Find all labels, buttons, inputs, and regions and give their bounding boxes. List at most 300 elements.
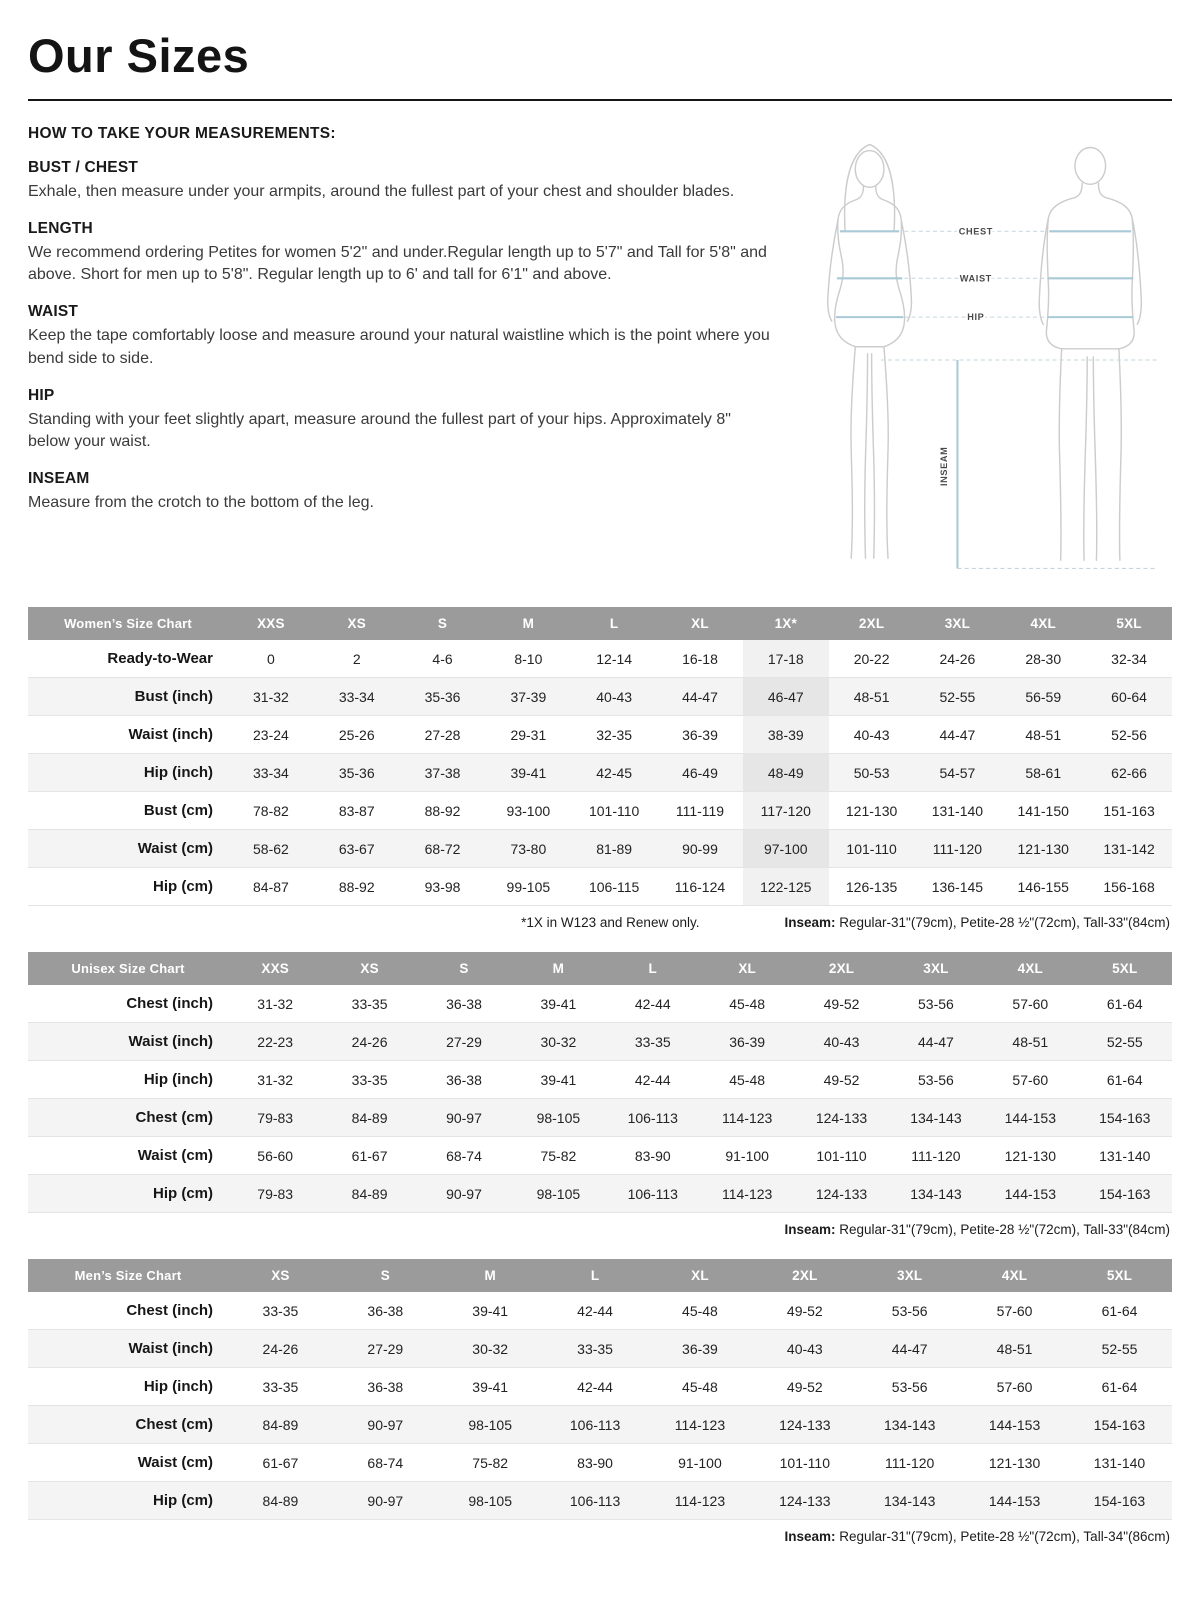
size-cell: 49-52 <box>786 1378 823 1395</box>
size-cell: 111-119 <box>675 802 725 819</box>
column-header: S <box>417 952 511 985</box>
size-cell: 27-29 <box>446 1033 482 1050</box>
size-cell: 36-39 <box>682 726 718 743</box>
size-cell: 24-26 <box>262 1340 299 1357</box>
size-cell: 44-47 <box>918 1033 954 1050</box>
size-cell: 134-143 <box>910 1109 962 1126</box>
table-title: Women’s Size Chart <box>28 607 228 640</box>
size-cell: 24-26 <box>351 1033 388 1050</box>
size-cell: 116-124 <box>674 878 726 895</box>
size-cell: 46-49 <box>682 764 718 781</box>
column-header: 2XL <box>752 1259 857 1292</box>
table-footnote <box>28 906 1172 932</box>
size-cell: 101-110 <box>779 1454 830 1471</box>
size-cell: 144-153 <box>988 1492 1041 1509</box>
size-cell: 31-32 <box>257 1071 294 1088</box>
column-header: S <box>333 1259 438 1292</box>
table-footnote <box>28 1213 1172 1239</box>
size-cell: 2 <box>352 650 361 667</box>
size-cell: 32-35 <box>596 726 633 743</box>
waist-label: WAIST <box>959 273 992 284</box>
size-cell: 154-163 <box>1093 1492 1146 1509</box>
size-cell: 75-82 <box>472 1454 509 1471</box>
column-header: S <box>400 607 486 640</box>
size-cell: 144-153 <box>1004 1185 1057 1202</box>
size-cell: 106-113 <box>627 1185 678 1202</box>
table-row <box>28 1330 1172 1368</box>
size-cell: 136-145 <box>931 878 984 895</box>
row-label: Waist (inch) <box>128 1340 213 1357</box>
size-cell: 106-113 <box>627 1109 678 1126</box>
size-cell: 39-41 <box>540 1071 577 1088</box>
measurement-diagram <box>794 125 1172 589</box>
size-cell: 61-67 <box>351 1147 388 1164</box>
column-header: 4XL <box>983 952 1077 985</box>
size-cell: 12-14 <box>596 650 633 667</box>
size-cell: 121-130 <box>1004 1147 1057 1164</box>
size-cell: 53-56 <box>918 1071 954 1088</box>
size-cell: 20-22 <box>853 650 890 667</box>
table-row <box>28 640 1172 678</box>
size-cell: 57-60 <box>996 1378 1033 1395</box>
size-cell: 44-47 <box>682 688 718 705</box>
row-label: Waist (cm) <box>137 1147 213 1164</box>
inseam-note-label: Inseam: <box>784 1529 836 1544</box>
size-cell: 63-67 <box>338 840 375 857</box>
size-cell: 84-89 <box>262 1492 299 1509</box>
size-cell: 49-52 <box>823 1071 860 1088</box>
row-label: Hip (inch) <box>143 764 213 781</box>
size-cell: 58-62 <box>253 840 289 857</box>
size-cell: 151-163 <box>1103 802 1155 819</box>
size-cell: 36-38 <box>446 995 482 1012</box>
size-cell: 45-48 <box>729 995 766 1012</box>
footnote-note: *1X in W123 and Renew only. <box>521 915 700 930</box>
column-header: M <box>485 607 571 640</box>
size-cell: 48-49 <box>743 754 829 792</box>
size-cell: 68-74 <box>446 1147 482 1164</box>
size-cell: 134-143 <box>883 1416 936 1433</box>
section-title: HIP <box>28 386 55 404</box>
size-cell: 49-52 <box>823 995 860 1012</box>
size-cell: 114-123 <box>721 1185 773 1202</box>
row-label: Ready-to-Wear <box>107 650 213 667</box>
size-cell: 50-53 <box>853 764 890 781</box>
table-footnote <box>28 1520 1172 1546</box>
column-header: 4XL <box>962 1259 1067 1292</box>
size-cell: 146-155 <box>1017 878 1069 895</box>
size-cell: 83-90 <box>634 1147 671 1164</box>
size-cell: 48-51 <box>996 1340 1033 1357</box>
size-cell: 106-113 <box>569 1492 621 1509</box>
size-cell: 57-60 <box>1012 1071 1049 1088</box>
size-cell: 56-59 <box>1025 688 1062 705</box>
size-cell: 79-83 <box>257 1185 294 1202</box>
size-cell: 27-28 <box>424 726 461 743</box>
size-cell: 45-48 <box>682 1378 718 1395</box>
size-cell: 131-142 <box>1103 840 1155 857</box>
size-cell: 97-100 <box>743 830 829 868</box>
row-label: Bust (cm) <box>143 802 213 819</box>
section-body: Standing with your feet slightly apart, measure around the fullest part of your hips. Approximately 8" below your waist. <box>28 410 731 451</box>
dashed-guide-lines <box>881 231 1157 568</box>
size-cell: 99-105 <box>506 878 551 895</box>
size-cell: 0 <box>267 650 275 667</box>
column-header: 1X* <box>743 607 829 640</box>
size-cell: 61-64 <box>1106 995 1143 1012</box>
table-row <box>28 754 1172 792</box>
section-title: BUST / CHEST <box>28 159 139 176</box>
size-cell: 35-36 <box>424 688 461 705</box>
row-label: Waist (inch) <box>128 1033 213 1050</box>
row-label: Hip (cm) <box>153 1185 213 1202</box>
size-cell: 33-35 <box>634 1033 671 1050</box>
table-row <box>28 1137 1172 1175</box>
size-cell: 30-32 <box>540 1033 577 1050</box>
chest-label: CHEST <box>958 226 993 237</box>
table-header-row <box>28 607 1172 640</box>
size-cell: 39-41 <box>510 764 547 781</box>
column-header: XL <box>648 1259 753 1292</box>
size-cell: 68-72 <box>424 840 461 857</box>
size-cell: 36-38 <box>367 1378 404 1395</box>
column-header: M <box>511 952 605 985</box>
column-header: 5XL <box>1078 952 1172 985</box>
size-cell: 90-99 <box>682 840 718 857</box>
size-cell: 134-143 <box>883 1492 936 1509</box>
size-cell: 57-60 <box>996 1302 1033 1319</box>
size-cell: 91-100 <box>725 1147 769 1164</box>
table-title: Unisex Size Chart <box>28 952 228 985</box>
column-header: 2XL <box>794 952 888 985</box>
size-cell: 131-140 <box>931 802 984 819</box>
size-cell: 144-153 <box>988 1416 1041 1433</box>
size-cell: 98-105 <box>468 1416 512 1433</box>
section-body: Exhale, then measure under your armpits, around the fullest part of your chest and shoulder blades. <box>28 183 735 200</box>
size-cell: 49-52 <box>786 1302 823 1319</box>
size-cell: 111-120 <box>911 1147 961 1164</box>
size-cell: 124-133 <box>779 1416 831 1433</box>
row-label: Chest (inch) <box>126 1302 213 1319</box>
size-cell: 58-61 <box>1025 764 1062 781</box>
size-cell: 23-24 <box>253 726 289 743</box>
size-cell: 17-18 <box>743 640 829 678</box>
size-cell: 60-64 <box>1111 688 1147 705</box>
size-cell: 84-89 <box>351 1185 388 1202</box>
size-cell: 45-48 <box>729 1071 766 1088</box>
size-cell: 52-55 <box>939 688 976 705</box>
table-row <box>28 1368 1172 1406</box>
size-cell: 121-130 <box>988 1454 1041 1471</box>
size-cell: 40-43 <box>823 1033 860 1050</box>
size-cell: 131-140 <box>1093 1454 1146 1471</box>
size-cell: 111-120 <box>885 1454 935 1471</box>
size-cell: 84-89 <box>351 1109 388 1126</box>
size-cell: 84-89 <box>262 1416 299 1433</box>
table-row <box>28 1406 1172 1444</box>
size-cell: 90-97 <box>446 1109 482 1126</box>
size-cell: 40-43 <box>786 1340 823 1357</box>
size-cell: 37-39 <box>510 688 547 705</box>
size-table <box>28 607 1172 906</box>
size-cell: 111-120 <box>932 840 983 857</box>
size-cell: 106-113 <box>569 1416 621 1433</box>
row-label: Bust (inch) <box>134 688 213 705</box>
title-divider <box>28 99 1172 101</box>
instructions-heading: HOW TO TAKE YOUR MEASUREMENTS: <box>28 125 336 142</box>
size-cell: 27-29 <box>367 1340 404 1357</box>
unisex-size-chart <box>28 952 1172 1239</box>
size-cell: 42-44 <box>634 1071 671 1088</box>
row-label: Waist (inch) <box>128 726 213 743</box>
size-cell: 68-74 <box>367 1454 404 1471</box>
size-cell: 16-18 <box>682 650 718 667</box>
size-cell: 93-98 <box>424 878 461 895</box>
size-cell: 61-64 <box>1106 1071 1143 1088</box>
size-cell: 61-64 <box>1101 1378 1138 1395</box>
inseam-note: Inseam: Regular-31"(79cm), Petite-28 ½"(72cm), Tall-34"(86cm) <box>784 1529 1170 1544</box>
size-cell: 81-89 <box>596 840 633 857</box>
size-cell: 40-43 <box>596 688 633 705</box>
row-label: Chest (inch) <box>126 995 213 1012</box>
column-header: XL <box>700 952 794 985</box>
column-header: XS <box>322 952 416 985</box>
row-label: Chest (cm) <box>135 1109 213 1126</box>
size-cell: 33-35 <box>262 1378 299 1395</box>
size-cell: 33-35 <box>577 1340 613 1357</box>
column-header: M <box>438 1259 543 1292</box>
size-cell: 154-163 <box>1093 1416 1146 1433</box>
section-title: WAIST <box>28 303 79 321</box>
size-cell: 144-153 <box>1004 1109 1057 1126</box>
column-header: 5XL <box>1086 607 1172 640</box>
size-cell: 33-35 <box>351 1071 388 1088</box>
top-section <box>28 125 1172 589</box>
table-row <box>28 678 1172 716</box>
inseam-note-label: Inseam: <box>784 915 836 930</box>
size-cell: 28-30 <box>1025 650 1062 667</box>
size-cell: 117-120 <box>743 792 829 830</box>
size-cell: 37-38 <box>424 764 461 781</box>
male-figure <box>1039 148 1141 561</box>
size-cell: 32-34 <box>1111 650 1147 667</box>
size-cell: 154-163 <box>1099 1109 1151 1126</box>
size-table <box>28 1259 1172 1520</box>
size-cell: 42-44 <box>634 995 671 1012</box>
size-cell: 22-23 <box>257 1033 294 1050</box>
mens-size-chart <box>28 1259 1172 1546</box>
size-cell: 39-41 <box>540 995 577 1012</box>
size-cell: 36-38 <box>367 1302 404 1319</box>
inseam-note: Inseam: Regular-31"(79cm), Petite-28 ½"(72cm), Tall-33"(84cm) <box>784 915 1170 930</box>
size-cell: 42-45 <box>596 764 633 781</box>
column-header: 3XL <box>889 952 983 985</box>
row-label: Hip (cm) <box>153 1492 213 1509</box>
size-cell: 114-123 <box>721 1109 773 1126</box>
size-cell: 61-67 <box>262 1454 299 1471</box>
size-cell: 52-55 <box>1101 1340 1138 1357</box>
size-cell: 114-123 <box>674 1416 726 1433</box>
size-cell: 33-35 <box>351 995 388 1012</box>
size-cell: 90-97 <box>446 1185 482 1202</box>
womens-size-chart <box>28 607 1172 932</box>
size-cell: 154-163 <box>1099 1185 1151 1202</box>
size-cell: 48-51 <box>853 688 890 705</box>
size-cell: 57-60 <box>1012 995 1049 1012</box>
size-cell: 84-87 <box>253 878 289 895</box>
column-header: XS <box>314 607 400 640</box>
size-cell: 83-87 <box>338 802 375 819</box>
size-cell: 38-39 <box>743 716 829 754</box>
size-charts <box>28 607 1172 1546</box>
size-cell: 73-80 <box>510 840 547 857</box>
column-header: 4XL <box>1000 607 1086 640</box>
size-cell: 114-123 <box>674 1492 726 1509</box>
table-header-row <box>28 952 1172 985</box>
size-cell: 44-47 <box>891 1340 928 1357</box>
page-title: Our Sizes <box>28 29 250 82</box>
size-cell: 78-82 <box>253 802 289 819</box>
size-cell: 90-97 <box>367 1416 404 1433</box>
row-label: Hip (inch) <box>143 1071 213 1088</box>
size-cell: 31-32 <box>257 995 294 1012</box>
size-cell: 48-51 <box>1012 1033 1049 1050</box>
size-cell: 52-55 <box>1106 1033 1143 1050</box>
size-cell: 124-133 <box>815 1185 868 1202</box>
size-cell: 101-110 <box>846 840 897 857</box>
hip-label: HIP <box>967 312 985 323</box>
size-cell: 134-143 <box>910 1185 962 1202</box>
size-cell: 33-34 <box>338 688 375 705</box>
size-cell: 75-82 <box>540 1147 577 1164</box>
size-cell: 91-100 <box>678 1454 722 1471</box>
size-cell: 36-39 <box>729 1033 766 1050</box>
size-cell: 141-150 <box>1017 802 1069 819</box>
table-row <box>28 1099 1172 1137</box>
size-cell: 62-66 <box>1111 764 1147 781</box>
size-cell: 52-56 <box>1111 726 1147 743</box>
section-title: LENGTH <box>28 219 93 237</box>
inseam-note: Inseam: Regular-31"(79cm), Petite-28 ½"(72cm), Tall-33"(84cm) <box>784 1222 1170 1237</box>
column-header: 5XL <box>1067 1259 1172 1292</box>
size-cell: 124-133 <box>815 1109 868 1126</box>
size-cell: 126-135 <box>845 878 898 895</box>
table-header-row <box>28 1259 1172 1292</box>
row-label: Hip (inch) <box>143 1378 213 1395</box>
size-cell: 29-31 <box>510 726 547 743</box>
section-body: Measure from the crotch to the bottom of the leg. <box>28 494 374 512</box>
size-cell: 53-56 <box>891 1302 928 1319</box>
size-cell: 131-140 <box>1099 1147 1151 1164</box>
size-cell: 35-36 <box>338 764 375 781</box>
section-title: INSEAM <box>28 470 90 488</box>
size-cell: 40-43 <box>853 726 890 743</box>
table-row <box>28 1482 1172 1520</box>
table-row <box>28 1175 1172 1213</box>
column-header: XL <box>657 607 743 640</box>
size-cell: 101-110 <box>588 802 640 819</box>
column-header: 3XL <box>915 607 1001 640</box>
section-body: Keep the tape comfortably loose and measure around your natural waistline which is the point where you bend side to side. <box>28 327 770 367</box>
table-row <box>28 1292 1172 1330</box>
size-cell: 44-47 <box>939 726 976 743</box>
row-label: Chest (cm) <box>135 1416 213 1433</box>
size-cell: 98-105 <box>536 1109 581 1126</box>
size-cell: 33-35 <box>262 1302 299 1319</box>
size-cell: 33-34 <box>253 764 289 781</box>
measurement-instructions <box>28 125 772 589</box>
table-row <box>28 985 1172 1023</box>
table-row <box>28 1444 1172 1482</box>
size-cell: 98-105 <box>468 1492 512 1509</box>
instruction-sections <box>28 159 772 515</box>
size-cell: 36-39 <box>682 1340 718 1357</box>
size-cell: 79-83 <box>257 1109 294 1126</box>
size-cell: 56-60 <box>257 1147 294 1164</box>
size-cell: 53-56 <box>918 995 954 1012</box>
size-cell: 46-47 <box>743 678 829 716</box>
table-row <box>28 830 1172 868</box>
row-label: Hip (cm) <box>153 878 213 895</box>
size-cell: 121-130 <box>1017 840 1069 857</box>
table-row <box>28 1023 1172 1061</box>
size-cell: 25-26 <box>338 726 375 743</box>
column-header: L <box>571 607 657 640</box>
size-cell: 83-90 <box>577 1454 613 1471</box>
table-title: Men’s Size Chart <box>28 1259 228 1292</box>
row-label: Waist (cm) <box>137 1454 213 1471</box>
size-cell: 36-38 <box>446 1071 482 1088</box>
size-cell: 39-41 <box>472 1302 509 1319</box>
inseam-note-label: Inseam: <box>784 1222 836 1237</box>
column-header: 3XL <box>857 1259 962 1292</box>
column-header: 2XL <box>829 607 915 640</box>
size-cell: 121-130 <box>845 802 898 819</box>
size-cell: 88-92 <box>338 878 375 895</box>
size-cell: 53-56 <box>891 1378 928 1395</box>
table-row <box>28 868 1172 906</box>
size-cell: 61-64 <box>1101 1302 1138 1319</box>
size-cell: 30-32 <box>472 1340 509 1357</box>
table-row <box>28 792 1172 830</box>
section-body: We recommend ordering Petites for women 5'2" and under.Regular length up to 5'7" and Tall for 5'8" and above. Short for men up to 5'8". Regular length up to 6' and tall for 6'1" and above. <box>28 243 767 284</box>
table-row <box>28 716 1172 754</box>
row-label: Waist (cm) <box>137 840 213 857</box>
size-cell: 122-125 <box>743 868 829 906</box>
size-cell: 90-97 <box>367 1492 404 1509</box>
size-cell: 54-57 <box>939 764 976 781</box>
size-cell: 48-51 <box>1025 726 1062 743</box>
column-header: XS <box>228 1259 333 1292</box>
size-cell: 31-32 <box>253 688 289 705</box>
inseam-label: INSEAM <box>939 446 950 486</box>
size-cell: 88-92 <box>424 802 461 819</box>
size-cell: 42-44 <box>577 1378 613 1395</box>
column-header: XXS <box>228 607 314 640</box>
size-cell: 101-110 <box>816 1147 867 1164</box>
size-cell: 45-48 <box>682 1302 718 1319</box>
column-header: XXS <box>228 952 322 985</box>
size-cell: 39-41 <box>472 1378 509 1395</box>
size-cell: 8-10 <box>514 650 543 667</box>
table-row <box>28 1061 1172 1099</box>
size-cell: 98-105 <box>536 1185 581 1202</box>
size-cell: 124-133 <box>779 1492 831 1509</box>
size-cell: 24-26 <box>939 650 976 667</box>
size-table <box>28 952 1172 1213</box>
size-cell: 93-100 <box>506 802 551 819</box>
size-cell: 42-44 <box>577 1302 613 1319</box>
